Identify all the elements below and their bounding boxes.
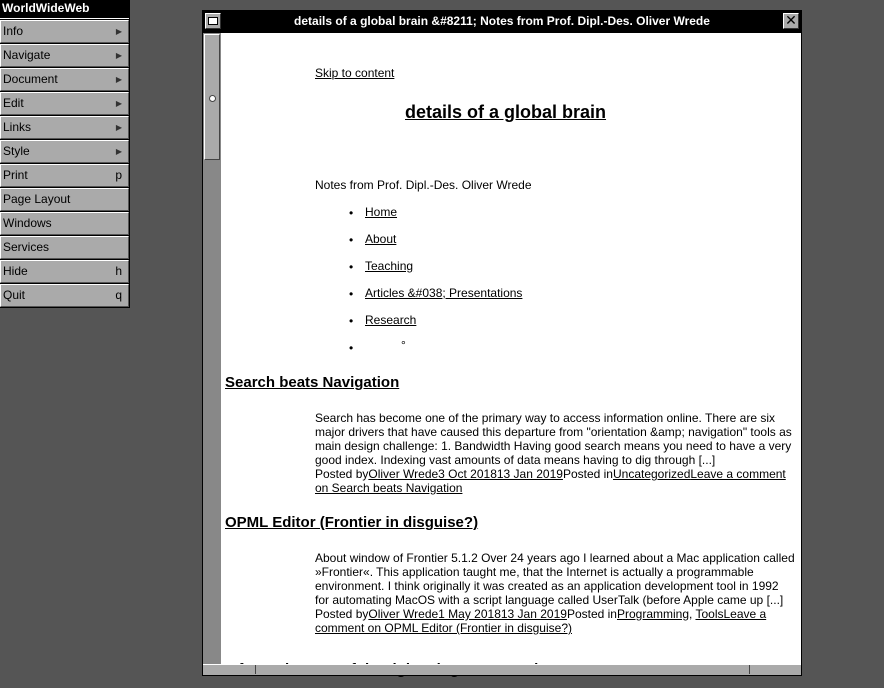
post-excerpt-text: Search has become one of the primary way to access information online. There are six major drivers that have caused this departure from "orientation &amp; navigation" tools as main design challenge: 1. Bandwidth Having good search means you need to have a very good index. Indexing vast amounts of data means having to dig through [...] <box>315 411 792 467</box>
menu-item-label: Quit <box>3 288 26 302</box>
menu-item-document[interactable] <box>0 68 129 91</box>
nav-bullet: • <box>349 260 354 274</box>
menu-item-print[interactable] <box>0 164 129 187</box>
scroll-knob-dimple <box>209 95 216 102</box>
leave-comment-link[interactable]: Leave a comment on OPML Editor (Frontier in disguise?) <box>315 607 767 635</box>
menu-item-edit[interactable] <box>0 92 129 115</box>
post-excerpt: About window of Frontier 5.1.2 Over 24 years ago I learned about a Mac application called »Frontier«. This application taught me, that the Internet is actually a programmable environment. I think originally it was created as an application development tool in 1992 for automating MacOS with a script language called UserTalk (before Apple came up [...] Posted byOliver Wrede1 May 201813 Jan 2019Posted inProgramming, ToolsLeave a comment on OPML Editor (Frontier in disguise?) <box>315 551 795 635</box>
nav-bullet: • <box>349 287 354 301</box>
menu-title: WorldWideWeb <box>0 0 129 19</box>
submenu-arrow-icon: ▶ <box>115 123 122 132</box>
post-excerpt <box>315 411 795 495</box>
submenu-arrow-icon: ▶ <box>115 27 122 36</box>
scroll-knob[interactable] <box>204 34 220 160</box>
menu-item-label: Print <box>3 168 28 182</box>
menu-shortcut-key: q <box>115 288 122 302</box>
submenu-arrow-icon: ▶ <box>115 99 122 108</box>
resize-bar-divider <box>749 665 750 674</box>
menu-item-label: Windows <box>3 216 52 230</box>
author-link[interactable]: Oliver Wrede <box>368 467 439 481</box>
posted-by-label: Posted by <box>315 607 369 621</box>
window-titlebar[interactable] <box>203 11 801 31</box>
category-link[interactable]: Uncategorized <box>612 467 691 481</box>
menu-shortcut-key: p <box>115 168 122 182</box>
menu-item-label: Services <box>3 240 50 254</box>
menu-shortcut-key: h <box>115 264 122 278</box>
main-menu <box>0 0 130 308</box>
menu-item-label: Info <box>3 24 24 38</box>
nav-bullet: • <box>349 206 354 220</box>
browser-window <box>202 10 802 676</box>
nav-link-home[interactable]: Home <box>365 205 398 219</box>
post-title-link[interactable]: OPML Editor (Frontier in disguise?) <box>225 514 479 531</box>
nav-link-teaching[interactable]: Teaching <box>365 259 414 273</box>
vertical-scrollbar[interactable] <box>203 33 221 665</box>
menu-item-label: Navigate <box>3 48 51 62</box>
nav-bullet: • <box>349 233 354 247</box>
menu-item-label: Hide <box>3 264 28 278</box>
posted-by-label: Posted by <box>315 467 369 481</box>
close-button[interactable]: ✕ <box>783 13 799 29</box>
site-title-link[interactable]: details of a global brain <box>405 102 607 122</box>
author-link[interactable]: Oliver Wrede <box>368 607 439 621</box>
post-date-link[interactable]: 1 May 201813 Jan 2019 <box>438 607 567 621</box>
post-title-link[interactable]: Search beats Navigation <box>225 374 400 391</box>
nav-bullet: • <box>349 314 354 328</box>
menu-item-label: Links <box>3 120 32 134</box>
menu-item-label: Edit <box>3 96 24 110</box>
window-resize-bar[interactable] <box>203 664 801 675</box>
menu-item-label: Style <box>3 144 30 158</box>
nav-link-about[interactable]: About <box>365 232 397 246</box>
site-tagline: Notes from Prof. Dipl.-Des. Oliver Wrede <box>315 178 532 192</box>
menu-item-label: Document <box>3 72 58 86</box>
posted-in-label: Posted in <box>562 467 613 481</box>
document-content <box>221 33 801 665</box>
post-date-link[interactable]: 3 Oct 201813 Jan 2019 <box>438 467 563 481</box>
submenu-arrow-icon: ▶ <box>115 51 122 60</box>
menu-item-windows[interactable] <box>0 212 129 235</box>
posted-in-label: Posted in <box>566 607 617 621</box>
window-title: details of a global brain &#8211; Notes from Prof. Dipl.-Des. Oliver Wrede <box>294 14 710 28</box>
nav-link-research[interactable]: Research <box>365 313 417 327</box>
post-excerpt-text: About window of Frontier 5.1.2 Over 24 years ago I learned about a Mac application called »Frontier«. This application taught me, that the Internet is actually a programmable environment. I think originally it was created as an application development tool in 1992 for automating MacOS with a script language called UserTalk (before Apple came up [...] <box>315 551 795 607</box>
category-link[interactable]: Programming <box>616 607 690 621</box>
nav-image-placeholder-icon[interactable]: ° <box>401 338 406 352</box>
menu-item-navigate[interactable] <box>0 44 129 67</box>
submenu-arrow-icon: ▶ <box>115 75 122 84</box>
menu-item-quit[interactable] <box>0 284 129 307</box>
category-link[interactable]: Tools <box>695 607 724 621</box>
miniaturize-button[interactable] <box>205 13 221 29</box>
skip-to-content-link[interactable]: Skip to content <box>315 66 395 80</box>
menu-item-label: Page Layout <box>3 192 71 206</box>
resize-bar-divider <box>255 665 256 674</box>
menu-item-info[interactable] <box>0 20 129 43</box>
menu-item-links[interactable] <box>0 116 129 139</box>
nav-bullet: • <box>349 341 354 355</box>
menu-item-page-layout[interactable] <box>0 188 129 211</box>
submenu-arrow-icon: ▶ <box>115 147 122 156</box>
menu-item-hide[interactable] <box>0 260 129 283</box>
leave-comment-link[interactable]: Leave a comment on Search beats Navigation <box>315 467 786 495</box>
menu-item-style[interactable] <box>0 140 129 163</box>
nav-link-articles[interactable]: Articles &#038; Presentations <box>365 286 523 300</box>
menu-item-services[interactable] <box>0 236 129 259</box>
